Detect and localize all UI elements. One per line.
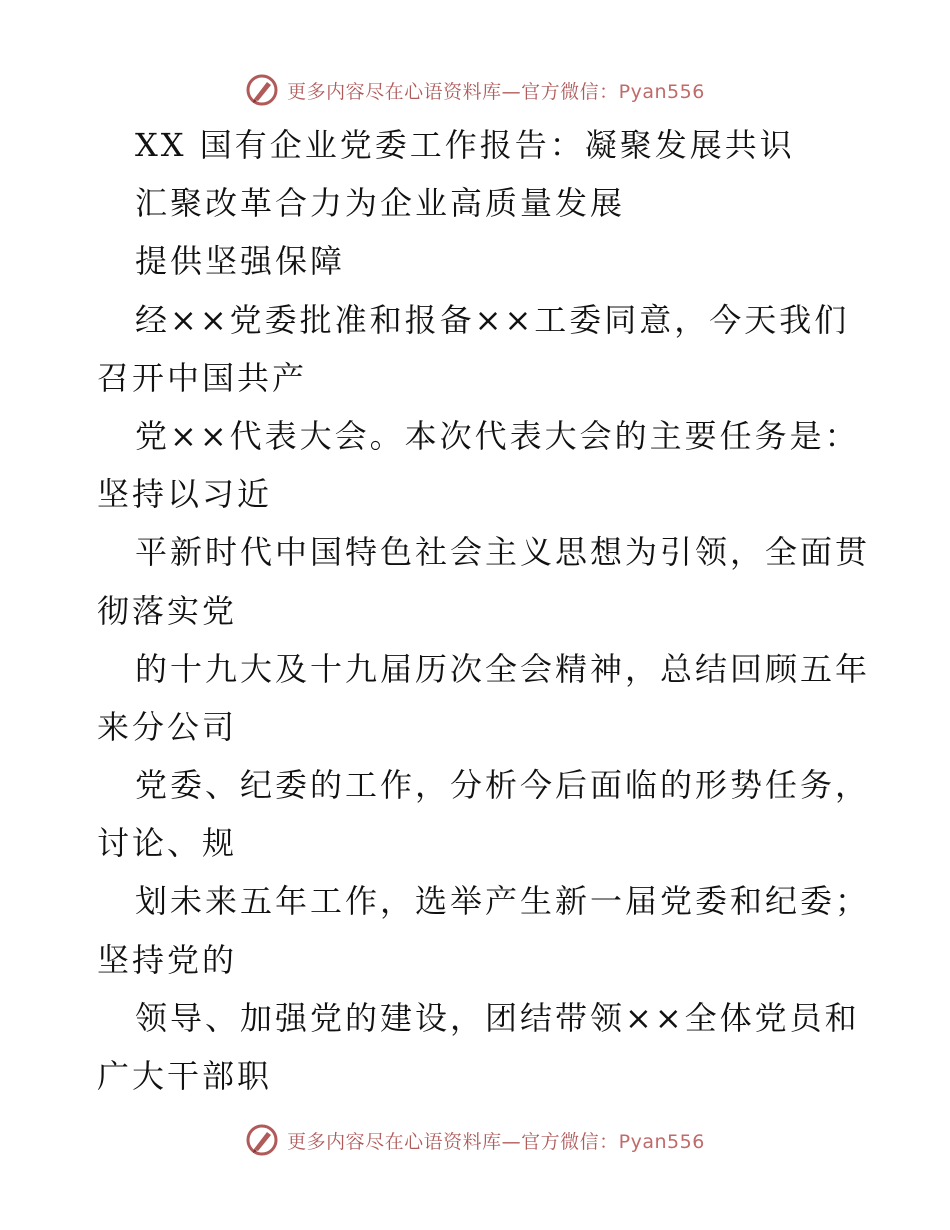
watermark-wechat-id: Pyan556 bbox=[618, 80, 705, 103]
watermark-text: 更多内容尽在心语资料库—官方微信： bbox=[287, 80, 619, 103]
text-line: 党××代表大会。本次代表大会的主要任务是： bbox=[135, 416, 860, 455]
text-line: XX 国有企业党委工作报告：凝聚发展共识 bbox=[135, 126, 795, 164]
text-line: 坚持以习近 bbox=[97, 475, 273, 514]
text-line: 平新时代中国特色社会主义思想为引领，全面贯 bbox=[135, 533, 871, 572]
header-watermark bbox=[0, 70, 950, 110]
text-line: 广大干部职 bbox=[97, 1057, 273, 1095]
text-line: 党委、纪委的工作，分析今后面临的形势任务， bbox=[135, 766, 871, 805]
footer-watermark bbox=[0, 1120, 950, 1160]
pen-seal-icon bbox=[245, 73, 279, 107]
text-line: 的十九大及十九届历次全会精神，总结回顾五年 bbox=[135, 649, 871, 688]
text-line: 提供坚强保障 bbox=[135, 242, 346, 281]
text-line: 坚持党的 bbox=[97, 940, 238, 979]
text-line: 划未来五年工作，选举产生新一届党委和纪委； bbox=[135, 882, 871, 921]
text-line: 汇聚改革合力为企业高质量发展 bbox=[135, 184, 626, 223]
document-body bbox=[97, 116, 871, 1105]
watermark-wechat-id: Pyan556 bbox=[618, 1130, 705, 1153]
text-line: 经××党委批准和报备××工委同意，今天我们 bbox=[135, 300, 850, 339]
text-line: 彻落实党 bbox=[97, 591, 238, 630]
text-line: 领导、加强党的建设，团结带领××全体党员和 bbox=[135, 998, 860, 1037]
text-line: 召开中国共产 bbox=[97, 358, 308, 397]
watermark-text: 更多内容尽在心语资料库—官方微信： bbox=[287, 1130, 619, 1153]
pen-seal-icon bbox=[245, 1123, 279, 1157]
text-line: 讨论、规 bbox=[97, 824, 238, 863]
text-line: 来分公司 bbox=[97, 707, 238, 746]
